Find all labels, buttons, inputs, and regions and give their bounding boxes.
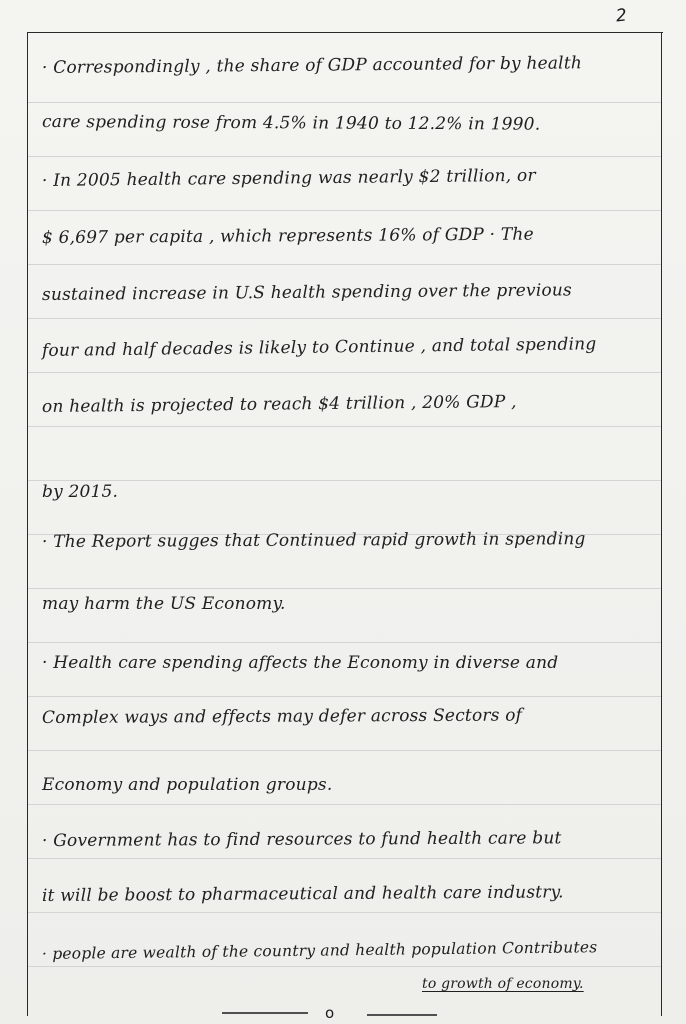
handwritten-line: four and half decades is likely to Continue , and total spending [41,334,597,361]
ruled-line [28,858,661,859]
ruled-line [28,480,661,481]
ruled-line [28,210,661,211]
handwritten-line: care spending rose from 4.5% in 1940 to 12.2% in 1990. [41,112,541,135]
handwritten-line: it will be boost to pharmaceutical and health care industry. [41,882,564,906]
ruled-line [28,156,661,157]
ruled-line [28,804,661,805]
ruled-line [28,750,661,751]
ruled-line [28,264,661,265]
handwritten-line: to growth of economy. [422,976,584,992]
end-mark-symbol: o [325,1004,335,1022]
ruled-line [28,588,661,589]
handwritten-line: $ 6,697 per capita , which represents 16% of GDP · The [41,224,534,248]
handwritten-line: · Correspondingly , the share of GDP accounted for by health [41,53,583,78]
ruled-line [28,102,661,103]
ruled-line [28,318,661,319]
end-of-text-mark [222,1001,472,1023]
ruled-line [28,642,661,643]
handwritten-line: Complex ways and effects may defer across Sectors of [41,705,523,728]
end-mark-drawing [222,1001,472,1023]
handwritten-line: may harm the US Economy. [42,594,286,614]
handwritten-line: Economy and population groups. [42,775,333,795]
ruled-line [28,426,661,427]
handwritten-line: · Government has to find resources to fund health care but [41,828,562,851]
handwritten-line: · Health care spending affects the Economy in diverse and [42,653,559,673]
ruled-line [28,696,661,697]
ruled-line [28,966,661,967]
handwritten-line: · The Report sugges that Continued rapid growth in spending [41,529,586,552]
right-margin-line [661,32,662,1016]
handwritten-line: by 2015. [42,482,119,502]
left-margin-line [27,32,28,1016]
ruled-line [28,912,661,913]
handwritten-line: on health is projected to reach $4 trillion , 20% GDP , [41,392,517,417]
top-margin-line [27,32,663,33]
handwritten-line: · people are wealth of the country and health population Contributes [41,938,598,963]
page-number: 2 [614,5,628,27]
handwritten-line: · In 2005 health care spending was nearly $2 trillion, or [41,165,536,191]
handwritten-line: sustained increase in U.S health spending over the previous [41,280,573,305]
ruled-line [28,372,661,373]
